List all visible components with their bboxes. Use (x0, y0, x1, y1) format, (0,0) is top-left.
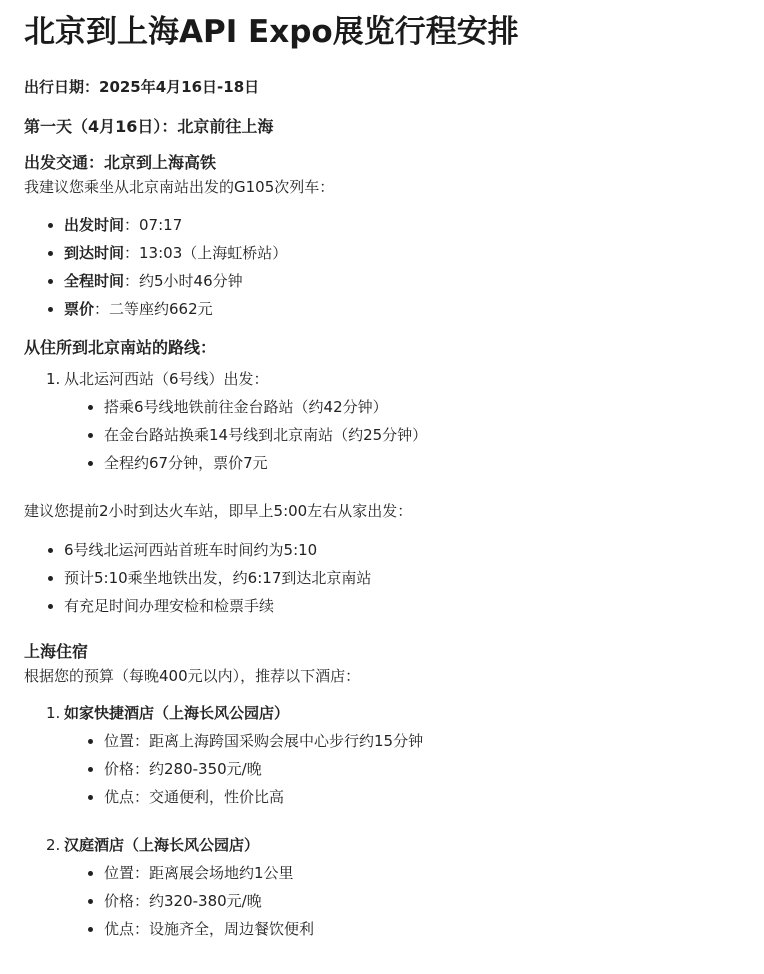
hotel-name: 汉庭酒店（上海长风公园店） (64, 836, 260, 854)
hotel-list (24, 699, 740, 943)
hotel-name: 如家快捷酒店（上海长风公园店） (64, 704, 290, 722)
route-step (24, 365, 740, 393)
item-label: 出发时间 (64, 216, 125, 234)
item-value: ：约5小时46分钟 (124, 272, 243, 290)
hotel-details (24, 859, 740, 943)
day1-heading: 第一天（4月16日）：北京前往上海 (24, 117, 274, 136)
hotel-title (24, 831, 740, 859)
list-item: 预计5:10乘坐地铁出发，约6:17到达北京南站 (24, 564, 740, 592)
list-item: 有充足时间办理安检和检票手续 (24, 592, 740, 620)
item-label: 到达时间 (64, 244, 125, 262)
travel-date: 出行日期：2025年4月16日-18日 (24, 78, 260, 96)
item-label: 全程时间 (64, 272, 125, 290)
hotel-item (24, 831, 740, 943)
hotel-number: 2. (46, 836, 61, 854)
list-item (24, 239, 740, 267)
list-item (24, 295, 740, 323)
list-item (24, 267, 740, 295)
advice-text: 建议您提前2小时到达火车站，即早上5:00左右从家出发： (24, 502, 413, 520)
list-item: 位置：距离上海跨国采购会展中心步行约15分钟 (24, 727, 740, 755)
item-label: 票价 (64, 300, 95, 318)
hotel-number: 1. (46, 704, 61, 722)
route-substeps (24, 393, 740, 477)
list-item: 价格：约320-380元/晚 (24, 887, 740, 915)
page-title: 北京到上海API Expo展览行程安排 (24, 14, 519, 50)
route-steps (24, 365, 740, 393)
hotel-item (24, 699, 740, 811)
step-number: 1. (46, 370, 61, 388)
list-item: 全程约67分钟，票价7元 (24, 449, 740, 477)
hotel-details (24, 727, 740, 811)
train-details-list (24, 211, 740, 323)
list-item: 位置：距离展会场地约1公里 (24, 859, 740, 887)
list-item: 在金台路站换乘14号线到北京南站（约25分钟） (24, 421, 740, 449)
advice-list (24, 536, 740, 620)
list-item: 优点：交通便利，性价比高 (24, 783, 740, 811)
list-item: 价格：约280-350元/晚 (24, 755, 740, 783)
transport-intro: 我建议您乘坐从北京南站出发的G105次列车： (24, 178, 335, 196)
list-item: 优点：设施齐全，周边餐饮便利 (24, 915, 740, 943)
hotel-title (24, 699, 740, 727)
item-value: ：二等座约662元 (94, 300, 213, 318)
list-item (24, 211, 740, 239)
lodging-heading: 上海住宿 (24, 642, 89, 661)
lodging-intro: 根据您的预算（每晚400元以内），推荐以下酒店： (24, 667, 361, 685)
route-heading: 从住所到北京南站的路线： (24, 338, 217, 357)
step-text: 从北运河西站（6号线）出发： (64, 370, 269, 388)
item-value: ：13:03（上海虹桥站） (124, 244, 288, 262)
item-value: ：07:17 (124, 216, 183, 234)
list-item: 6号线北运河西站首班车时间约为5:10 (24, 536, 740, 564)
list-item: 搭乘6号线地铁前往金台路站（约42分钟） (24, 393, 740, 421)
transport-heading: 出发交通：北京到上海高铁 (24, 153, 217, 172)
